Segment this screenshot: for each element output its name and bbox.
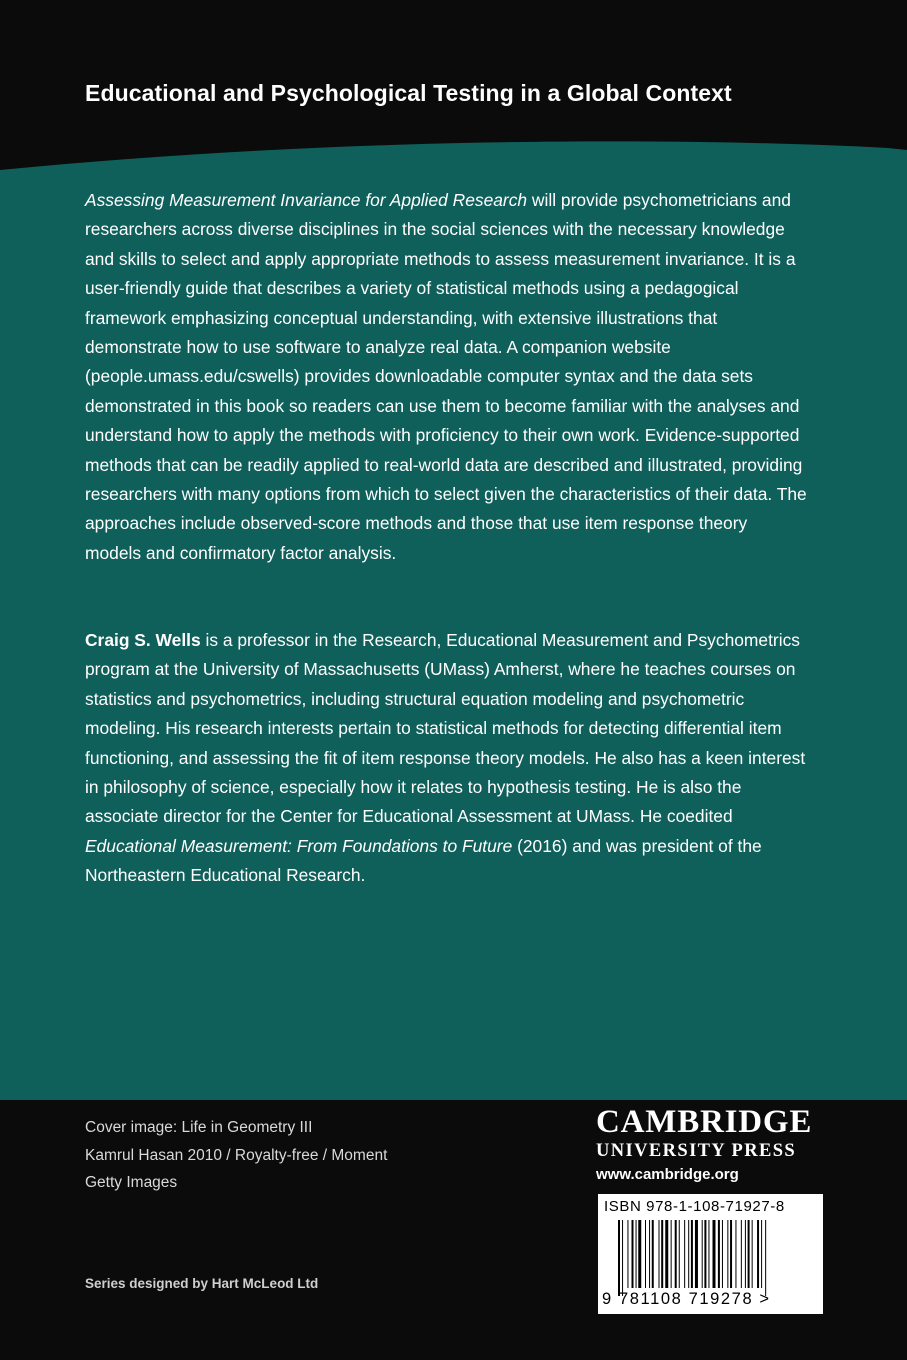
publisher-name: CAMBRIDGE xyxy=(596,1104,813,1140)
series-title: Educational and Psychological Testing in a Global Context xyxy=(85,80,732,106)
barcode-bar xyxy=(627,1220,628,1288)
barcode-bar xyxy=(659,1220,660,1288)
barcode-bar xyxy=(649,1220,650,1288)
publisher-website: www.cambridge.org xyxy=(596,1166,739,1183)
barcode-digits: 9 781108 719278 > xyxy=(602,1290,771,1308)
barcode-bar xyxy=(704,1220,706,1288)
barcode-bar xyxy=(679,1220,680,1288)
book-description-text: will provide psychometricians and researchers across diverse disciplines in the social sciences with the necessary knowledge and skills to select and apply appropriate methods to assess measurement invariance. It is a user-friendly guide that describes a variety of statistical methods using a pedagogical framework emphasizing conceptual understanding, with extensive illustrations that demonstrate how to use software to analyze real data. A companion website (people.umass.edu/cswells) provides downloadable computer syntax and the data sets demonstrated in this book so readers can use them to become familiar with the analyses and understand how to apply the methods with proficiency to their own work. Evidence-supported methods that can be readily applied to real-world data are described and illustrated, providing researchers with many options from which to select given the characteristics of their data. The approaches include observed-score methods and those that use item response theory models and confirmatory factor analysis. xyxy=(85,190,807,563)
barcode-bar xyxy=(684,1220,685,1288)
barcode-bar xyxy=(718,1220,720,1288)
barcode-bar xyxy=(636,1220,637,1288)
cover-credits xyxy=(85,1114,387,1197)
barcode-bar xyxy=(638,1220,641,1288)
book-description xyxy=(85,186,807,568)
barcode-bar xyxy=(675,1220,677,1288)
barcode-bar xyxy=(745,1220,746,1288)
publisher-subtitle: UNIVERSITY PRESS xyxy=(596,1141,797,1161)
barcode-bar xyxy=(748,1220,750,1288)
barcode-bar xyxy=(765,1220,766,1296)
barcode-bar xyxy=(618,1220,620,1296)
barcode-bar xyxy=(671,1220,672,1288)
barcode-bar xyxy=(741,1220,742,1288)
publisher-logo xyxy=(596,1104,812,1183)
barcode-bar xyxy=(695,1220,698,1288)
coedited-book-title: Educational Measurement: From Foundations to Future xyxy=(85,835,513,856)
series-designer-credit: Series designed by Hart McLeod Ltd xyxy=(85,1276,319,1291)
barcode-bar xyxy=(722,1220,723,1288)
barcode-bar xyxy=(632,1220,634,1288)
barcode-bar xyxy=(661,1220,663,1288)
barcode-bar xyxy=(730,1220,732,1288)
barcode-bar xyxy=(622,1220,623,1296)
author-name: Craig S. Wells xyxy=(85,630,201,650)
barcode-bar xyxy=(688,1220,689,1288)
barcode-bar xyxy=(713,1220,716,1288)
barcode-bar xyxy=(691,1220,693,1288)
barcode-bar xyxy=(665,1220,668,1288)
barcode-bar xyxy=(702,1220,703,1288)
cover-credit-line: Kamrul Hasan 2010 / Royalty-free / Moment xyxy=(85,1146,388,1164)
barcode-bar xyxy=(727,1220,728,1288)
cover-credit-line: Cover image: Life in Geometry III xyxy=(85,1119,313,1136)
barcode-bar xyxy=(757,1220,759,1288)
barcode-bar xyxy=(708,1220,709,1288)
book-title: Assessing Measurement Invariance for Applied Research xyxy=(85,190,528,210)
barcode-bar xyxy=(652,1220,654,1288)
barcode-bar xyxy=(735,1220,736,1288)
barcode-bar xyxy=(645,1220,646,1288)
barcode-bar xyxy=(752,1220,753,1288)
author-bio-text: is a professor in the Research, Educational Measurement and Psychometrics program at the University of Massachusetts (UMass) Amherst, where he teaches courses on statistics and psychometrics, including structural equation modeling and psychometric modeling. His research interests pertain to statistical methods for detecting differential item functioning, and assessing the fit of item response theory models. He also has a keen interest in philosophy of science, especially how it relates to hypothesis testing. He is also the associate director for the Center for Educational Assessment at UMass. He coedited xyxy=(85,630,806,827)
barcode-bar xyxy=(761,1220,762,1288)
isbn-barcode xyxy=(598,1194,823,1314)
author-bio-ending: (2016) and was president of the Northeastern Educational Research. xyxy=(85,835,762,886)
author-bio xyxy=(85,626,807,891)
cover-credit-line: Getty Images xyxy=(85,1174,178,1191)
isbn-label: ISBN 978-1-108-71927-8 xyxy=(604,1198,785,1215)
